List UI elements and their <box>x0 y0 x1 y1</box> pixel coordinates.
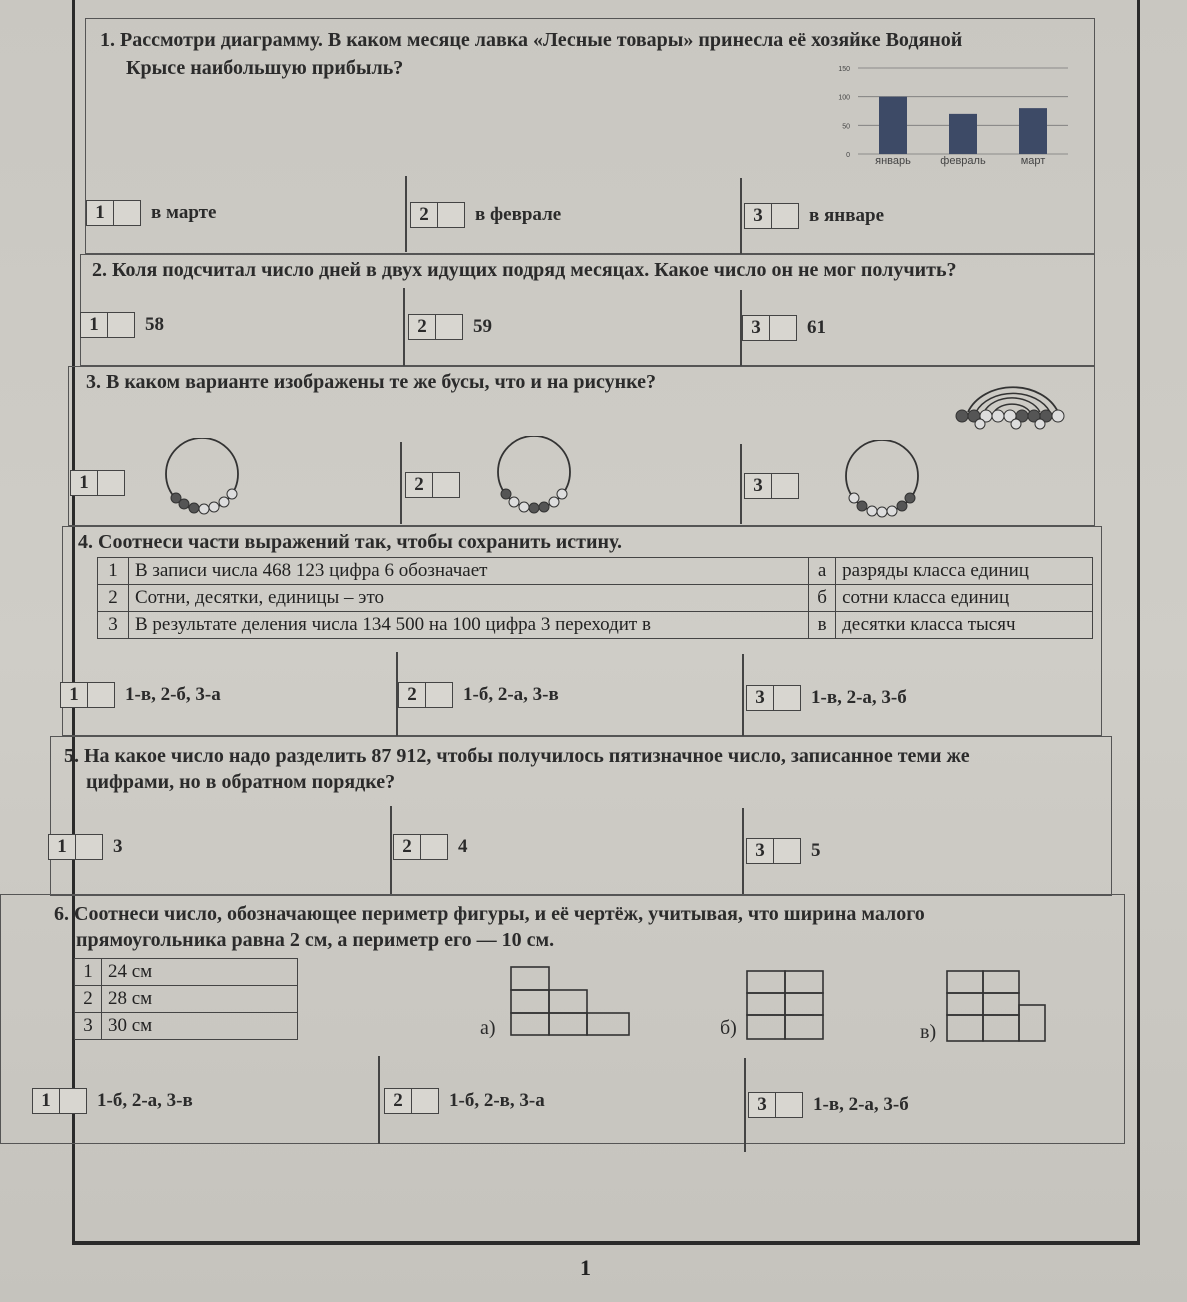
q2-option-1[interactable]: 1 58 <box>80 312 164 338</box>
y-tick-label: 150 <box>838 66 850 73</box>
divider <box>390 806 392 894</box>
q2-option-2[interactable]: 2 59 <box>408 314 492 340</box>
q3-option-2[interactable]: 2 <box>405 472 470 498</box>
table-row: 2 28 см <box>75 986 298 1013</box>
q6-figure-label-a: а) <box>480 1017 496 1039</box>
q6-figure-c <box>946 970 1048 1044</box>
q3-reference-beads <box>950 372 1070 432</box>
divider <box>744 1058 746 1152</box>
q6-perimeter-table <box>74 958 298 1040</box>
x-tick-label: январь <box>875 155 911 167</box>
q6-option-1[interactable]: 1 1-б, 2-а, 3-в <box>32 1088 193 1114</box>
divider <box>378 1056 380 1144</box>
q1-text-line1: 1. Рассмотри диаграмму. В каком месяце лавка «Лесные товары» принесла её хозяйке Водяной <box>100 29 963 51</box>
q5-text-line1: 5. На какое число надо разделить 87 912, чтобы получилось пятизначное число, записанное теми же <box>64 745 970 767</box>
table-row: 3 30 см <box>75 1013 298 1040</box>
q1-text-line2: Крысе наибольшую прибыль? <box>126 57 404 79</box>
q2-text: 2. Коля подсчитал число дней в двух идущих подряд месяцах. Какое число он не мог получить? <box>92 259 957 281</box>
table-row: 3 В результате деления числа 134 500 на 100 цифра 3 переходит в в десятки класса тысяч <box>98 612 1093 639</box>
q1-option-2[interactable]: 2 в феврале <box>410 202 561 228</box>
q6-option-2[interactable]: 2 1-б, 2-в, 3-а <box>384 1088 545 1114</box>
q3-text: 3. В каком варианте изображены те же бусы, что и на рисунке? <box>86 371 657 393</box>
q3-beads-1 <box>162 438 248 518</box>
q5-option-2[interactable]: 2 4 <box>393 834 468 860</box>
bar <box>949 114 977 154</box>
q5-option-1[interactable]: 1 3 <box>48 834 123 860</box>
q1-option-3[interactable]: 3 в январе <box>744 203 884 229</box>
q2-option-3[interactable]: 3 61 <box>742 315 826 341</box>
q1-bar-chart <box>830 62 1075 172</box>
q3-beads-3 <box>842 440 928 522</box>
divider <box>742 654 744 736</box>
table-row: 1 24 см <box>75 959 298 986</box>
q6-text-line1: 6. Соотнеси число, обозначающее периметр фигуры, и её чертёж, учитывая, что ширина малого <box>54 903 925 925</box>
q4-option-2[interactable]: 2 1-б, 2-а, 3-в <box>398 682 559 708</box>
y-tick-label: 0 <box>846 152 850 159</box>
table-row: 1 В записи числа 468 123 цифра 6 обозначает а разряды класса единиц <box>98 558 1093 585</box>
q4-text: 4. Соотнеси части выражений так, чтобы сохранить истину. <box>78 531 623 553</box>
page-number: 1 <box>580 1255 591 1280</box>
q6-text-line2: прямоугольника равна 2 см, а периметр его — 10 см. <box>76 929 555 951</box>
divider <box>740 444 742 524</box>
q5-option-3[interactable]: 3 5 <box>746 838 821 864</box>
divider <box>403 288 405 366</box>
q6-figure-a <box>510 966 632 1038</box>
q6-option-3[interactable]: 3 1-в, 2-а, 3-б <box>748 1092 909 1118</box>
q4-matching-table <box>97 557 1093 639</box>
q4-option-1[interactable]: 1 1-в, 2-б, 3-а <box>60 682 221 708</box>
q5-text-line2: цифрами, но в обратном порядке? <box>86 771 396 793</box>
divider <box>740 178 742 254</box>
divider <box>742 808 744 894</box>
q3-option-3[interactable]: 3 <box>744 473 809 499</box>
divider <box>400 442 402 524</box>
x-tick-label: февраль <box>940 155 986 167</box>
bar <box>879 97 907 154</box>
table-row: 2 Сотни, десятки, единицы – это б сотни класса единиц <box>98 585 1093 612</box>
q6-figure-b <box>746 970 826 1042</box>
divider <box>405 176 407 252</box>
y-tick-label: 100 <box>838 94 850 102</box>
q6-figure-label-c: в) <box>920 1021 937 1043</box>
q1-option-1[interactable]: 1 в марте <box>86 200 216 226</box>
bar <box>1019 108 1047 154</box>
q3-option-1[interactable]: 1 <box>70 470 135 496</box>
q3-beads-2 <box>494 436 580 518</box>
q4-option-3[interactable]: 3 1-в, 2-а, 3-б <box>746 685 907 711</box>
y-tick-label: 50 <box>842 123 850 131</box>
q6-figure-label-b: б) <box>720 1017 737 1039</box>
x-tick-label: март <box>1020 155 1046 167</box>
